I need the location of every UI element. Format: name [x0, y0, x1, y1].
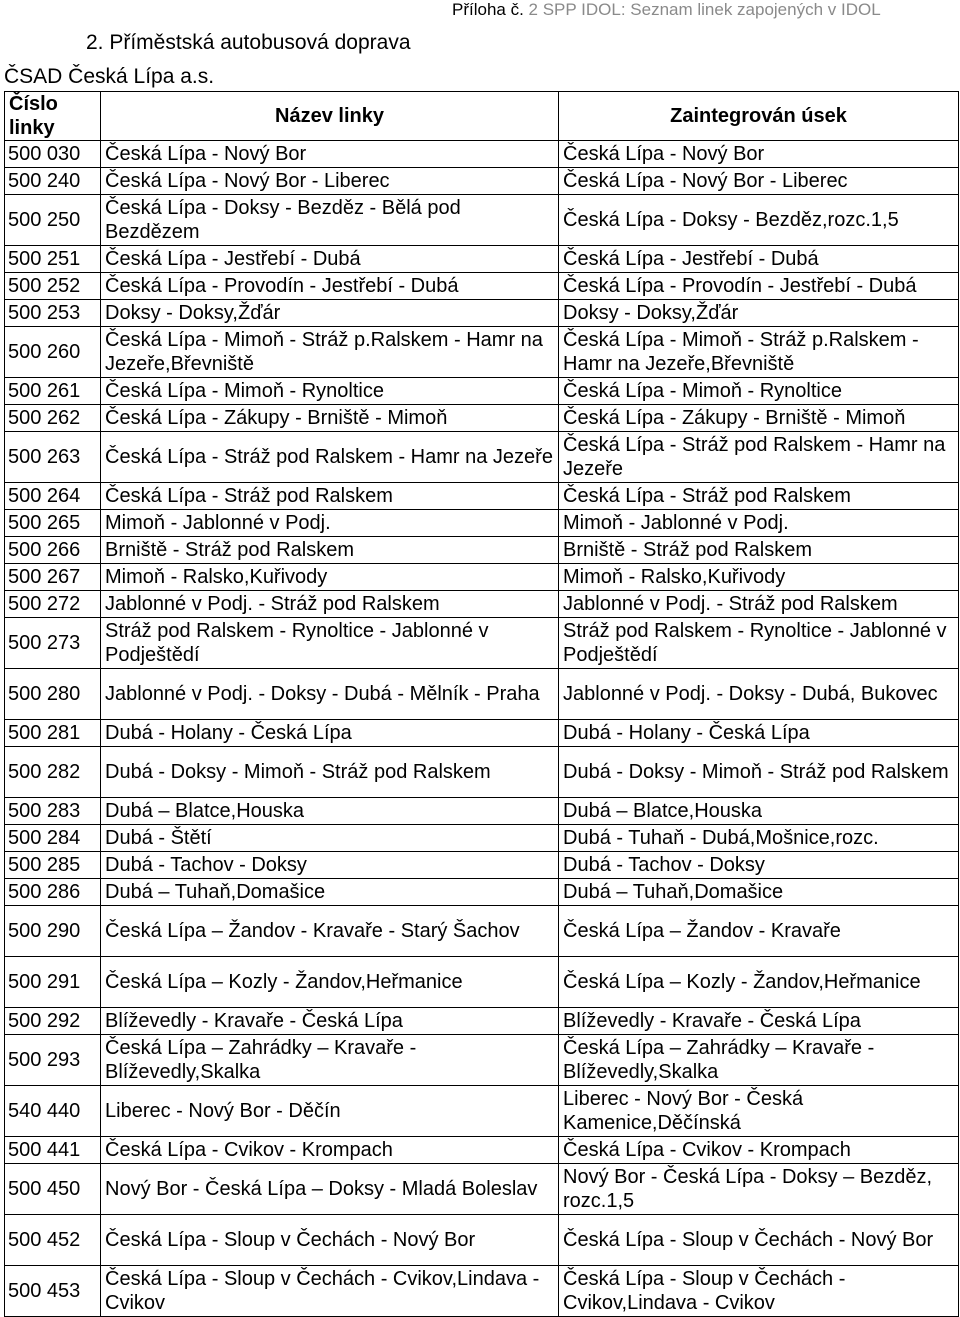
line-name-cell: Jablonné v Podj. - Stráž pod Ralskem — [101, 591, 559, 618]
table-row — [5, 483, 959, 510]
line-number-cell: 500 260 — [5, 327, 101, 378]
table-row — [5, 1266, 959, 1317]
line-name-cell: Česká Lípa - Sloup v Čechách - Nový Bor — [101, 1215, 559, 1266]
line-number-cell: 500 253 — [5, 300, 101, 327]
line-number-cell: 500 280 — [5, 669, 101, 720]
line-name-cell: Česká Lípa – Kozly - Žandov,Heřmanice — [101, 957, 559, 1008]
integrated-section-cell: Stráž pod Ralskem - Rynoltice - Jablonné v Podještědí — [559, 618, 959, 669]
integrated-section-cell: Česká Lípa - Mimoň - Stráž p.Ralskem - Hamr na Jezeře,Břevniště — [559, 327, 959, 378]
line-name-cell: Česká Lípa - Cvikov - Krompach — [101, 1137, 559, 1164]
line-name-cell: Česká Lípa - Stráž pod Ralskem — [101, 483, 559, 510]
line-number-cell: 500 251 — [5, 246, 101, 273]
integrated-section-cell: Česká Lípa - Zákupy - Brniště - Mimoň — [559, 405, 959, 432]
table-row — [5, 195, 959, 246]
table-body — [5, 141, 959, 1317]
line-number-cell: 500 250 — [5, 195, 101, 246]
integrated-section-cell: Doksy - Doksy,Žďár — [559, 300, 959, 327]
table-row — [5, 327, 959, 378]
table-row — [5, 957, 959, 1008]
table-row — [5, 720, 959, 747]
bus-lines-table — [4, 91, 959, 1317]
line-name-cell: Nový Bor - Česká Lípa – Doksy - Mladá Boleslav — [101, 1164, 559, 1215]
integrated-section-cell: Česká Lípa - Provodín - Jestřebí - Dubá — [559, 273, 959, 300]
integrated-section-cell: Česká Lípa – Žandov - Kravaře — [559, 906, 959, 957]
integrated-section-cell: Česká Lípa - Sloup v Čechách - Cvikov,Lindava - Cvikov — [559, 1266, 959, 1317]
table-row — [5, 1086, 959, 1137]
line-number-cell: 500 267 — [5, 564, 101, 591]
integrated-section-cell: Liberec - Nový Bor - Česká Kamenice,Děčínská — [559, 1086, 959, 1137]
line-name-cell: Česká Lípa – Žandov - Kravaře - Starý Šachov — [101, 906, 559, 957]
line-number-cell: 500 290 — [5, 906, 101, 957]
section-title: 2. Příměstská autobusová doprava — [86, 31, 411, 54]
line-number-cell: 500 292 — [5, 1008, 101, 1035]
table-row — [5, 825, 959, 852]
integrated-section-cell: Česká Lípa - Mimoň - Rynoltice — [559, 378, 959, 405]
integrated-section-cell: Dubá - Doksy - Mimoň - Stráž pod Ralskem — [559, 747, 959, 798]
header-line-name: Název linky — [101, 92, 559, 141]
attachment-note — [452, 0, 952, 20]
integrated-section-cell: Česká Lípa - Stráž pod Ralskem - Hamr na Jezeře — [559, 432, 959, 483]
line-number-cell: 500 263 — [5, 432, 101, 483]
line-name-cell: Česká Lípa - Nový Bor - Liberec — [101, 168, 559, 195]
header-integrated-section: Zaintegrován úsek — [559, 92, 959, 141]
table-row — [5, 246, 959, 273]
line-name-cell: Mimoň - Ralsko,Kuřivody — [101, 564, 559, 591]
table-row — [5, 591, 959, 618]
integrated-section-cell: Brniště - Stráž pod Ralskem — [559, 537, 959, 564]
integrated-section-cell: Dubá - Tachov - Doksy — [559, 852, 959, 879]
line-number-cell: 500 452 — [5, 1215, 101, 1266]
line-name-cell: Česká Lípa - Stráž pod Ralskem - Hamr na Jezeře — [101, 432, 559, 483]
line-number-cell: 500 030 — [5, 141, 101, 168]
line-number-cell: 500 283 — [5, 798, 101, 825]
line-name-cell: Dubá – Tuhaň,Domašice — [101, 879, 559, 906]
line-number-cell: 500 453 — [5, 1266, 101, 1317]
line-number-cell: 500 272 — [5, 591, 101, 618]
line-name-cell: Česká Lípa - Doksy - Bezděz - Bělá pod Bezdězem — [101, 195, 559, 246]
line-number-cell: 540 440 — [5, 1086, 101, 1137]
table-row — [5, 537, 959, 564]
integrated-section-cell: Česká Lípa - Cvikov - Krompach — [559, 1137, 959, 1164]
table-row — [5, 564, 959, 591]
line-number-cell: 500 262 — [5, 405, 101, 432]
integrated-section-cell: Jablonné v Podj. - Doksy - Dubá, Bukovec — [559, 669, 959, 720]
integrated-section-cell: Mimoň - Ralsko,Kuřivody — [559, 564, 959, 591]
line-number-cell: 500 293 — [5, 1035, 101, 1086]
table-row — [5, 1164, 959, 1215]
line-name-cell: Dubá - Doksy - Mimoň - Stráž pod Ralskem — [101, 747, 559, 798]
integrated-section-cell: Mimoň - Jablonné v Podj. — [559, 510, 959, 537]
table-row — [5, 669, 959, 720]
table-row — [5, 141, 959, 168]
line-number-cell: 500 265 — [5, 510, 101, 537]
table-row — [5, 1008, 959, 1035]
integrated-section-cell: Nový Bor - Česká Lípa - Doksy – Bezděz, rozc.1,5 — [559, 1164, 959, 1215]
line-name-cell: Česká Lípa - Provodín - Jestřebí - Dubá — [101, 273, 559, 300]
line-number-cell: 500 284 — [5, 825, 101, 852]
table-row — [5, 378, 959, 405]
integrated-section-cell: Česká Lípa – Zahrádky – Kravaře - Blíževedly,Skalka — [559, 1035, 959, 1086]
line-name-cell: Česká Lípa - Mimoň - Rynoltice — [101, 378, 559, 405]
line-name-cell: Jablonné v Podj. - Doksy - Dubá - Mělník - Praha — [101, 669, 559, 720]
attachment-note-rest: 2 SPP IDOL: Seznam linek zapojených v IDOL — [523, 0, 881, 19]
line-name-cell: Stráž pod Ralskem - Rynoltice - Jablonné v Podještědí — [101, 618, 559, 669]
line-number-cell: 500 266 — [5, 537, 101, 564]
line-number-cell: 500 240 — [5, 168, 101, 195]
line-name-cell: Doksy - Doksy,Žďár — [101, 300, 559, 327]
line-name-cell: Mimoň - Jablonné v Podj. — [101, 510, 559, 537]
line-number-cell: 500 441 — [5, 1137, 101, 1164]
integrated-section-cell: Česká Lípa - Doksy - Bezděz,rozc.1,5 — [559, 195, 959, 246]
line-name-cell: Česká Lípa - Mimoň - Stráž p.Ralskem - Hamr na Jezeře,Břevniště — [101, 327, 559, 378]
line-number-cell: 500 261 — [5, 378, 101, 405]
integrated-section-cell: Blíževedly - Kravaře - Česká Lípa — [559, 1008, 959, 1035]
integrated-section-cell: Česká Lípa - Stráž pod Ralskem — [559, 483, 959, 510]
company-name: ČSAD Česká Lípa a.s. — [4, 65, 215, 88]
table-row — [5, 1137, 959, 1164]
line-name-cell: Česká Lípa – Zahrádky – Kravaře - Blíževedly,Skalka — [101, 1035, 559, 1086]
line-name-cell: Dubá – Blatce,Houska — [101, 798, 559, 825]
table-row — [5, 300, 959, 327]
header-line-number: Číslo linky — [5, 92, 101, 141]
line-name-cell: Česká Lípa - Sloup v Čechách - Cvikov,Lindava - Cvikov — [101, 1266, 559, 1317]
table-row — [5, 1035, 959, 1086]
line-number-cell: 500 264 — [5, 483, 101, 510]
attachment-note-lead: Příloha č. — [452, 0, 524, 19]
line-name-cell: Česká Lípa - Zákupy - Brniště - Mimoň — [101, 405, 559, 432]
integrated-section-cell: Česká Lípa - Nový Bor — [559, 141, 959, 168]
integrated-section-cell: Dubá - Tuhaň - Dubá,Mošnice,rozc. — [559, 825, 959, 852]
line-name-cell: Česká Lípa - Nový Bor — [101, 141, 559, 168]
line-name-cell: Brniště - Stráž pod Ralskem — [101, 537, 559, 564]
line-name-cell: Dubá - Holany - Česká Lípa — [101, 720, 559, 747]
integrated-section-cell: Česká Lípa - Jestřebí - Dubá — [559, 246, 959, 273]
line-number-cell: 500 282 — [5, 747, 101, 798]
integrated-section-cell: Dubá – Blatce,Houska — [559, 798, 959, 825]
line-number-cell: 500 286 — [5, 879, 101, 906]
line-name-cell: Česká Lípa - Jestřebí - Dubá — [101, 246, 559, 273]
table-row — [5, 618, 959, 669]
integrated-section-cell: Jablonné v Podj. - Stráž pod Ralskem — [559, 591, 959, 618]
table-header-row — [5, 92, 959, 141]
table-row — [5, 168, 959, 195]
line-number-cell: 500 285 — [5, 852, 101, 879]
table-row — [5, 432, 959, 483]
line-number-cell: 500 281 — [5, 720, 101, 747]
integrated-section-cell: Dubá – Tuhaň,Domašice — [559, 879, 959, 906]
table-row — [5, 879, 959, 906]
table-row — [5, 510, 959, 537]
table-row — [5, 1215, 959, 1266]
line-number-cell: 500 291 — [5, 957, 101, 1008]
integrated-section-cell: Česká Lípa - Nový Bor - Liberec — [559, 168, 959, 195]
line-number-cell: 500 450 — [5, 1164, 101, 1215]
table-row — [5, 747, 959, 798]
line-name-cell: Liberec - Nový Bor - Děčín — [101, 1086, 559, 1137]
table-row — [5, 273, 959, 300]
integrated-section-cell: Česká Lípa – Kozly - Žandov,Heřmanice — [559, 957, 959, 1008]
line-number-cell: 500 252 — [5, 273, 101, 300]
integrated-section-cell: Česká Lípa - Sloup v Čechách - Nový Bor — [559, 1215, 959, 1266]
table-row — [5, 906, 959, 957]
line-number-cell: 500 273 — [5, 618, 101, 669]
line-name-cell: Dubá - Štětí — [101, 825, 559, 852]
line-name-cell: Blíževedly - Kravaře - Česká Lípa — [101, 1008, 559, 1035]
integrated-section-cell: Dubá - Holany - Česká Lípa — [559, 720, 959, 747]
table-row — [5, 852, 959, 879]
line-name-cell: Dubá - Tachov - Doksy — [101, 852, 559, 879]
table-row — [5, 798, 959, 825]
table-row — [5, 405, 959, 432]
